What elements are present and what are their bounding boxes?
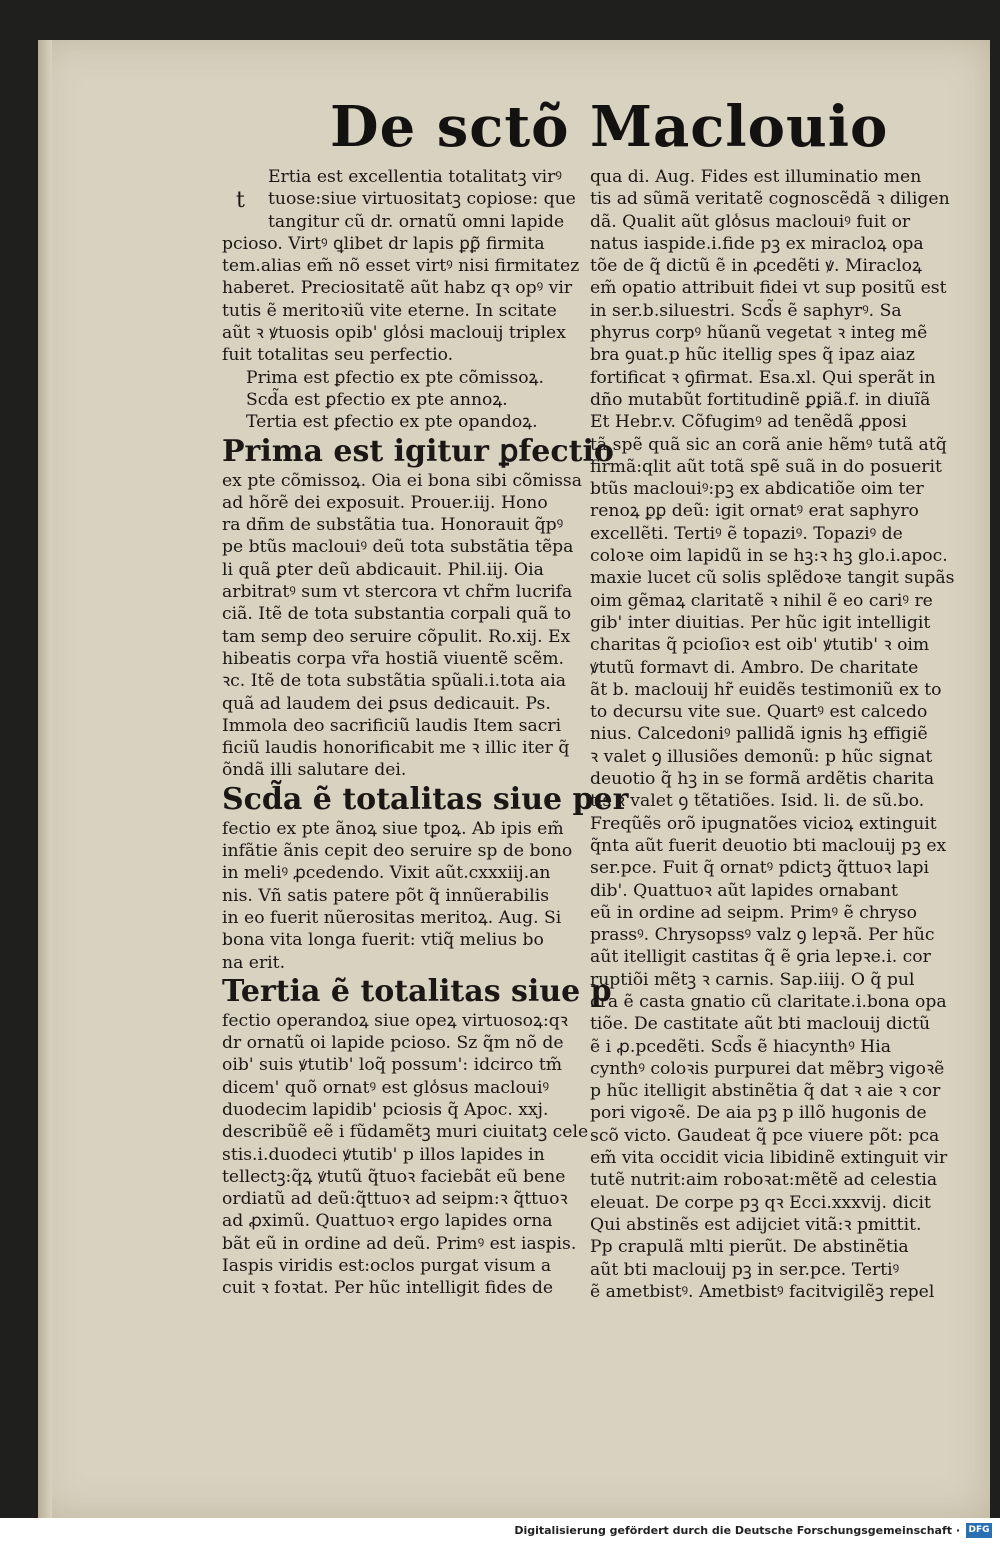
left-column-line: tuose:siue virtuositatꝫ copiose: que [268, 189, 576, 210]
left-column-line: aũt ꝛ ꝟtuosis opib' glo̾si maclouij triplex [222, 323, 566, 344]
right-column-line: p hũc itelligit abstinẽtia q̃ dat ꝛ aie ꝛ cor [590, 1081, 941, 1102]
right-column-line: Qui abstinẽs est adijciet vitã:ꝛ pmittit. [590, 1214, 922, 1235]
left-column-line: dicem' quõ ornatꝰ est glo̾sus maclouiꝰ [222, 1077, 550, 1098]
right-column-line: ꝟtutũ formavt di. Ambro. De charitate [590, 657, 919, 678]
right-column-line: Freqũẽs orõ ipugnatões vicioꝝ extinguit [590, 813, 937, 834]
right-column-line: excellẽti. Tertiꝰ ẽ topaziꝰ. Topaziꝰ de [590, 523, 903, 544]
page-title: De sctõ Maclouio [330, 94, 889, 160]
right-column-line: qua di. Aug. Fides est illuminatio men [590, 167, 922, 187]
right-column-line: dño mutabũt fortitudinẽ ꝑꝑiã.f. in diuĩã [590, 389, 931, 410]
left-column-line: Immola deo sacrificiũ laudis Item sacri [222, 715, 562, 736]
right-column-line: ãt b. maclouij hr̃ euidẽs testimoniũ ex to [590, 679, 942, 700]
right-column-line: tã spẽ quã sic an corã anie hẽmꝰ tutã atq̃ [590, 434, 947, 455]
right-column-line: Pp crapulã mlti pierũt. De abstinẽtia [590, 1237, 909, 1258]
right-column [590, 166, 960, 1303]
left-column-line: ordiatũ ad deũ:q̃ttuoꝛ ad seipm:ꝛ q̃ttuoꝛ [222, 1189, 568, 1210]
left-column-line: ꝛc. Itẽ de tota substãtia spũali.i.tota aia [222, 671, 566, 692]
right-column-line: maxie lucet cũ solis splẽdoꝛe tangit supãs [590, 568, 955, 589]
left-column-line: fuit totalitas seu perfectio. [222, 345, 454, 366]
dfg-logo: DFG [966, 1523, 992, 1538]
left-column-line: fectio ex pte ãnoꝝ siue tꝑoꝝ. Ab ipis em̃ [222, 818, 564, 839]
left-column-line: Ertia est excellentia totalitatꝫ virꝰ [268, 167, 562, 187]
right-column-line: tutẽ nutrit:aim roboꝛat:mẽtẽ ad celestia [590, 1170, 938, 1191]
right-column-line: oim gẽmaꝝ claritatẽ ꝛ nihil ẽ eo cariꝰ re [590, 590, 933, 611]
left-column-line: ficiũ laudis honorificabit me ꝛ illic iter q̃ [222, 738, 570, 759]
right-column-line: eleuat. De corpe pꝫ qꝛ Ecci.xxxvij. dicit [590, 1192, 931, 1213]
right-column-line: to decursu vite sue. Quartꝰ est calcedo [590, 702, 928, 723]
footer-credit: Digitalisierung gefördert durch die Deutsche Forschungsgemeinschaft · [514, 1524, 960, 1537]
right-column-line: tõe de q̃ dictũ ẽ in ꝓcedẽti ꝟ. Miracloꝝ [590, 256, 922, 277]
left-column-line: tutis ẽ meritoꝛiũ vite eterne. In scitate [222, 300, 557, 321]
left-column-line: haberet. Preciositatẽ aũt habz qꝛ opꝰ vir [222, 278, 573, 299]
left-column-line: in meliꝰ ꝓcedendo. Vixit aũt.cxxxiij.an [222, 863, 551, 884]
right-column-line: ser.pce. Fuit q̃ ornatꝰ pdictꝫ q̃ttuoꝛ lapi [590, 858, 930, 879]
right-column-line: renoꝝ ꝑꝑ deũ: igit ornatꝰ erat saphyro [590, 501, 919, 522]
right-column-line: ẽ ametbistꝰ. Ametbistꝰ facitvigilẽꝫ repel [590, 1281, 935, 1302]
left-column-line: nis. Vñ satis patere põt q̃ innũerabilis [222, 885, 550, 906]
right-column-line: ẽ i ꝓ.pcedẽti. Scd̃s ẽ hiacynthꝰ Hia [590, 1036, 891, 1057]
left-column-line: pe btũs maclouiꝰ deũ tota substãtia tẽpa [222, 537, 574, 558]
left-column-line: õndã illi salutare dei. [222, 760, 407, 781]
left-column-line: duodecim lapidib' pciosis q̃ Apoc. xxj. [222, 1099, 549, 1120]
left-column-line: ad hõrẽ dei exposuit. Prouer.iij. Hono [222, 492, 548, 513]
left-column-line: ra dñm de substãtia tua. Honorauit q̃pꝰ [222, 515, 564, 536]
left-column-line: tellectꝫ:q̃ꝝ ꝟtutũ q̃tuoꝛ faciebãt eũ bene [222, 1166, 566, 1187]
right-column-line: dib'. Quattuoꝛ aũt lapides ornabant [590, 880, 898, 901]
left-column-line: Tertia ẽ totalitas siue p [222, 973, 612, 1009]
right-column-line: bra ꝯuat.p hũc itellig spes q̃ ipaz aiaz [590, 345, 915, 366]
right-column-line: aũt bti maclouij pꝫ in ser.pce. Tertiꝰ [590, 1259, 900, 1280]
left-column-line: in eo fuerit nũerositas meritoꝝ. Aug. Si [222, 907, 562, 928]
left-column-line: quã ad laudem dei ꝑsus dedicauit. Ps. [222, 693, 551, 714]
right-column-line: eũ in ordine ad seipm. Primꝰ ẽ chryso [590, 902, 917, 923]
right-column-line: nius. Calcedoniꝰ pallidã ignis hꝫ effigiẽ [590, 724, 928, 745]
left-column-line: ad ꝓximũ. Quattuoꝛ ergo lapides orna [222, 1211, 553, 1232]
left-column-line: Scd̃a est ꝑfectio ex pte annoꝝ. [246, 389, 508, 410]
right-column-line: tis ad sũmã veritatẽ cognoscẽdã ꝛ diligen [590, 189, 950, 210]
right-column-line: deuotio q̃ hꝫ in se formã ardẽtis charita [590, 769, 935, 790]
left-column-line: tem.alias em̃ nõ esset virtꝰ nisi firmitatez [222, 256, 580, 277]
left-column-line: na erit. [222, 952, 286, 973]
left-column-line: Scd̃a ẽ totalitas siue per [222, 781, 629, 817]
right-column-line: em̃ opatio attribuit fidei vt sup positũ est [590, 278, 947, 299]
right-column-line: scõ victo. Gaudeat q̃ pce viuere põt: pca [590, 1125, 940, 1146]
right-column-line: aũt itelligit castitas q̃ ẽ ꝯria lepꝛe.i. cor [590, 947, 931, 968]
right-column-line: phyrus corpꝰ hũanũ vegetat ꝛ integ mẽ [590, 323, 928, 344]
left-column-line: Iaspis viridis est:oclos purgat visum a [222, 1256, 552, 1277]
left-column-line: li quã ꝑter deũ abdicauit. Phil.iij. Oia [222, 559, 544, 580]
left-column-line: ex pte cõmissoꝝ. Oia ei bona sibi cõmissa [222, 470, 582, 491]
left-column-line: pcioso. Virtꝰ ꝗlibet dr lapis ꝑꝑ̃ firmita [222, 233, 545, 254]
left-column-line: arbitratꝰ sum vt stercora vt chr̃m lucrifa [222, 582, 573, 603]
left-column [222, 166, 629, 1300]
left-column-line: infãtie ãnis cepit deo seruire sp de bono [222, 841, 573, 862]
right-column-line: cra ẽ casta gnatio cũ claritate.i.bona opa [590, 991, 947, 1012]
left-column-line: oib' suis ꝟtutib' loq̃ possum': idcirco tm̃ [222, 1055, 563, 1076]
right-column-line: ꝛ valet ꝯ illusiões demonũ: p hũc signat [590, 746, 933, 767]
right-column-line: charitas q̃ pcioſioꝛ est oib' ꝟtutib' ꝛ oim [590, 635, 930, 656]
right-column-line: coloꝛe oim lapidũ in se hꝫ:ꝛ hꝫ glo.i.apoc. [590, 546, 948, 567]
right-column-line: ruptiõi mẽtꝫ ꝛ carnis. Sap.iiij. O q̃ pul [590, 969, 915, 990]
left-column-line: fectio operandoꝝ siue opeꝝ virtuosoꝝ:qꝛ [222, 1010, 568, 1031]
right-column-line: pori vigoꝛẽ. De aia pꝫ p illõ hugonis de [590, 1103, 927, 1124]
left-column-line: hibeatis corpa vr̃a hostiã viuentẽ scẽm. [222, 648, 565, 669]
left-column-line: cuit ꝛ foꝛtat. Per hũc intelligit fides de [222, 1278, 553, 1299]
left-column-line: describũẽ eẽ i fũdamẽtꝫ muri ciuitatꝫ cele [222, 1122, 589, 1143]
right-column-line: natus iaspide.i.fide pꝫ ex miracloꝝ opa [590, 233, 924, 254]
right-column-line: firmã:qlit aũt totã spẽ suã in do posuerit [590, 456, 942, 477]
right-column-line: tiõe. De castitate aũt bti maclouij dictũ [590, 1014, 931, 1035]
right-column-line: in ser.b.siluestri. Scd̃s ẽ saphyrꝰ. Sa [590, 300, 902, 321]
right-column-line: prassꝰ. Chrysopssꝰ valz ꝯ lepꝛã. Per hũc [590, 925, 935, 946]
right-column-line: btũs maclouiꝰ:pꝫ ex abdicatiõe oim ter [590, 479, 924, 500]
left-column-line: stis.i.duodeci ꝟtutib' p illos lapides in [222, 1144, 545, 1165]
left-column-line: tam semp deo seruire cõpulit. Ro.xij. Ex [222, 626, 571, 647]
left-column-line: bãt eũ in ordine ad deũ. Primꝰ est iaspis. [222, 1233, 577, 1254]
right-column-line: em̃ vita occidit vicia libidinẽ extinguit vir [590, 1148, 948, 1169]
left-column-line: Tertia est ꝑfectio ex pte opandoꝝ. [246, 412, 538, 433]
right-column-line: q̃nta aũt fuerit deuotio bti maclouij pꝫ ex [590, 835, 947, 856]
right-column-line: cynthꝰ coloꝛis purpurei dat mẽbrꝫ vigoꝛẽ [590, 1058, 945, 1079]
right-column-line: tis ꝛ valet ꝯ tẽtatiões. Isid. li. de sũ.bo. [590, 791, 925, 812]
left-column-line: Prima est ꝑfectio ex pte cõmissoꝝ. [246, 367, 544, 388]
page-gutter-edge [38, 40, 52, 1518]
right-column-line: dã. Qualit aũt glo̾sus maclouiꝰ fuit or [590, 211, 911, 232]
left-column-line: tangitur cũ dr. ornatũ omni lapide [268, 211, 565, 232]
left-column-line: ciã. Itẽ de tota substantia corpali quã to [222, 604, 572, 625]
left-column-line: Prima est igitur ꝑfectio [222, 433, 614, 469]
drop-initial-t: t [236, 188, 245, 213]
right-column-line: gib' inter diuitias. Per hũc igit intelligit [590, 612, 931, 633]
right-column-line: Et Hebr.v. Cõfugimꝰ ad tenẽdã ꝓposi [590, 412, 907, 433]
left-column-line: dr ornatũ oi lapide pcioso. Sz q̃m nõ de [222, 1033, 564, 1054]
right-column-line: fortificat ꝛ ꝯfirmat. Esa.xl. Qui sperãt in [590, 367, 936, 388]
left-column-line: bona vita longa fuerit: vtiq̃ melius bo [222, 930, 544, 951]
